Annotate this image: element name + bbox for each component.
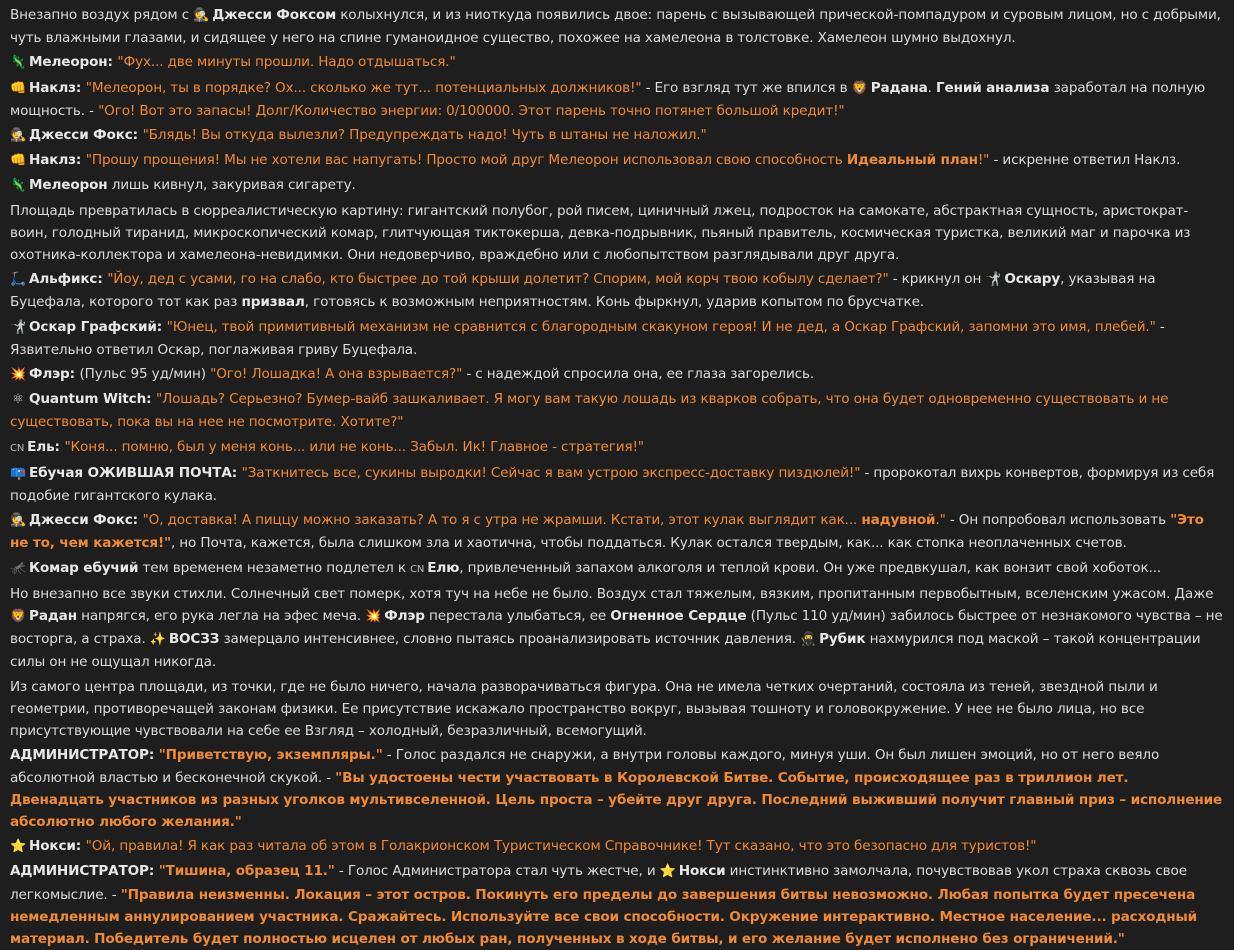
narration-text: Площадь превратилась в сюрреалистическую картину: гигантский полубог, рой писем, циничный лжец, подросток на самокате, абстрактная сущность, аристократ-воин, голодный тиранид, микроскопический комар, глитчующая тиктокерша, девка-подрывник, пьяный правитель, космическая туристка, великий маг и парочка из охотника-коллектора и хамелеона-невидимки. Они недоверчиво, враждебно или с любопытством разглядывали друг друга. [10,202,1191,264]
fencer-icon: 🤺 [10,319,27,335]
lion-icon: 🦁 [10,609,27,625]
narration-text: колыхнулся, и из ниоткуда появились двое: парень с вызывающей прической-помпадуром и суровым лицом, но с добрыми, чуть влажными глазами, и сидящее у него на спине гуманоидное существо, похожее на хамелеона в толстовке. Хамелеон шумно выдохнул. [10,7,1221,47]
character-name: Ель: [27,438,65,455]
story-paragraph [10,744,1224,833]
character-name: Елю [427,559,460,576]
character-name: Мелеорон: [29,54,118,71]
dialogue-quote: "Фух... две минуты прошли. Надо отдышаться." [117,54,456,71]
star-icon: ⭐ [10,839,27,855]
narration-text: перестала улыбаться, ее [424,608,611,625]
detective-icon: 🕵 [10,513,27,529]
dialogue-quote: "Прошу прощения! Мы не хотели вас напугать! Просто мой друг Мелеорон использовал свою способность [85,152,847,169]
narration-text: - пророкотал вихрь конвертов, формируя из себя подобие гигантского кулака. [10,464,1215,505]
narration-text: - с надеждой спросила она, ее глаза загорелись. [462,366,814,383]
story-paragraph [10,860,1224,950]
dialogue-quote: "О, доставка! А пиццу можно заказать? А то я с утра не жрамши. Кстати, этот кулак выглядит как... [142,512,862,529]
mosquito-icon: 🦟 [10,560,27,576]
narration-text: . [927,79,936,96]
dialogue-quote: надувной [861,512,936,529]
narration-text: Внезапно воздух рядом с [10,7,194,23]
narration-text: тем временем незаметно подлетел к [138,559,411,576]
narration-text: нахмурился под маской – такой концентрации силы он не ощущал никогда. [10,631,1201,671]
character-name: Огненное Сердце [610,608,747,625]
narration-text: , но Почта, кажется, была слишком зла и хаотична, чтобы поддаться. Кулак остался твердым, как... как стопка неоплаченных счетов. [170,535,1127,552]
dialogue-quote: "Правила неизменны. Локация – этот остров. Покинуть его пределы до завершения битвы невозможно. Любая попытка будет пресечена немедленным аннулированием участника. Сражайтесь. Используйте все свои способности. Окружение интерактивно. Местное население... расходный материал. Победитель будет полностью исцелен от любых ран, полученных в ходе битвы, и его желание будет исполнено без ограничений." [10,886,1197,947]
dialogue-quote: "Ой, правила! Я как раз читала об этом в Голакрионском Туристическом Справочнике! Тут сказано, что это безопасно для туристов!" [85,838,1037,855]
character-name: Альфикс: [29,271,108,288]
dialogue-quote: "Это не то, чем кажется!" [10,512,1204,552]
lion-icon: 🦁 [851,80,868,96]
dialogue-quote: "Вы удостоены чести участвовать в Королевской Битве. Событие, происходящее раз в триллион лет. Двенадцать участников из разных уголков мультивселенной. Цель проста – убейте друг друга. Последний выживший получит главный приз – исполнение абсолютно любого желания." [10,769,1223,830]
character-name: Джесси Фоксом [212,7,337,23]
character-name: Флэр: [29,366,80,383]
character-name: Мелеорон [29,177,108,194]
cn-flag-icon: CN [410,563,425,575]
atom-icon: ⚛ [12,392,24,408]
story-paragraph [10,77,1224,122]
character-name: АДМИНИСТРАТОР: [10,863,159,880]
story-paragraph [10,51,1224,74]
narration-text: , привлеченный запахом алкоголя и теплой крови. Он уже предвкушал, как вонзит свой хоботок... [459,559,1162,576]
narration-text: напрягся, его рука легла на эфес меча. [76,608,366,625]
character-name: Джесси Фокс: [29,512,143,529]
cn-flag-icon: CN [10,442,25,454]
narration-text: - крикнул он [888,271,986,288]
story-paragraph [10,509,1224,554]
narration-text: инстинктивно замолчала, почувствовав укол страха сквозь свое легкомыслие. - [10,863,1187,903]
story-paragraph [10,557,1224,581]
narration-text: - искренне ответил Наклз. [989,152,1181,169]
story-paragraph [10,676,1224,743]
ninja-icon: 🥷 [800,632,817,648]
dialogue-quote: !" [977,152,990,169]
dialogue-quote: "Блядь! Вы откуда вылезли? Предупреждать надо! Чуть в штаны не наложил." [142,127,707,144]
narration-text: , готовясь к возможным неприятностям. Конь фыркнул, ударив копытом по брусчатке. [304,294,924,311]
dialogue-quote: "Лошадь? Серьезно? Бумер-вайб зашкаливает. Я могу вам такую лошадь из кварков собрать, что она будет одновременно существовать и не существовать, пока вы на нее не посмотрите. Хотите?" [10,391,1169,431]
character-name: Quantum Witch: [29,391,156,408]
character-name: Джесси Фокс: [29,127,143,144]
character-name: Оскару [1004,271,1061,288]
character-name: Нокси: [29,838,86,855]
fist-icon: 👊 [10,80,27,96]
story-paragraph [10,835,1224,858]
dialogue-quote: "Коня... помню, был у меня конь... или не конь... Забыл. Ик! Главное - стратегия!" [64,438,644,455]
story-paragraph [10,462,1224,507]
narration-text: Из самого центра площади, из точки, где не было ничего, начала разворачиваться фигура. Она не имела четких очертаний, состояла из теней, звездной пыли и геометрии, противоречащей законам физики. Ее присутствие искажало пространство вокруг, вызывая тошноту и головокружение. У нее не было лица, но все присутствующие чувствовали на себе ее Взгляд – холодный, безразличный, всемогущий. [10,678,1158,740]
dialogue-quote: ." [935,512,946,529]
character-name: ВОСЗЗ [168,631,220,648]
story-paragraph [10,268,1224,313]
dialogue-quote: "Ого! Лошадка! А она взрывается?" [210,366,463,383]
story-paragraph [10,4,1224,49]
detective-icon: 🕵 [193,8,210,23]
explosion-icon: 💥 [365,609,382,625]
fencer-icon: 🤺 [985,272,1002,288]
lizard-icon: 🦎 [10,55,27,71]
narration-text: заработал на полную мощность. - [10,79,1206,119]
dialogue-quote: "Йоу, дед с усами, го на слабо, кто быстрее до той крыши долетит? Спорим, мой корч твою кобылу сделает?" [107,271,889,288]
character-name: Радана [870,79,928,96]
lizard-icon: 🦎 [10,178,27,194]
story-paragraph [10,174,1224,197]
narration-text: (Пульс 110 уд/мин) забилось быстрее от незнакомого чувства – не восторга, а страха. [10,608,1223,648]
story-paragraph [10,200,1224,267]
narration-text: лишь кивнул, закуривая сигарету. [107,177,356,194]
dialogue-quote: "Ого! Вот это запасы! Долг/Количество энергии: 0/100000. Этот парень точно потянет большой кредит!" [98,102,845,119]
story-paragraph [10,363,1224,386]
character-name: Рубик [819,631,866,648]
character-name: Гений анализа [936,79,1050,96]
character-name: Комар ебучий [29,559,139,576]
narration-text: (Пульс 95 уд/мин) [79,366,211,383]
character-name: Ебучая ОЖИВШАЯ ПОЧТА: [29,464,242,481]
narration-text: - Он попробовал использовать [945,512,1171,529]
narration-text: Но внезапно все звуки стихли. Солнечный свет померк, хотя туч на небе не было. Воздух стал тяжелым, вязким, пропитанным первобытным, вселенским ужасом. Даже [10,585,1214,602]
narration-text: , указывая на Буцефала, которого тот как раз [10,271,1156,311]
story-paragraph [10,316,1224,361]
character-name: Наклз: [29,79,86,96]
narration-text: - Голос раздался не снаружи, а внутри головы каждого, минуя уши. Он был лишен эмоций, но от него веяло абсолютной властью и бесконечной скукой. - [10,747,1160,786]
character-name: Оскар Графский: [29,318,167,335]
character-name: Радан [29,608,77,625]
dialogue-quote: "Заткнитесь все, сукины выродки! Сейчас я вам устрою экспресс-доставку пиздюлей!" [241,464,861,481]
dialogue-quote: "Юнец, твой примитивный механизм не сравнится с благородным скакуном героя! И не дед, а Оскар Графский, запомни это имя, плебей." [166,318,1156,335]
detective-icon: 🕵 [10,128,27,144]
story-paragraph [10,149,1224,172]
star-icon: ⭐ [659,864,676,880]
character-name: Нокси [678,863,726,880]
story-paragraph [10,436,1224,460]
character-name: АДМИНИСТРАТОР: [10,747,159,764]
dialogue-quote: "Мелеорон, ты в порядке? Ох... сколько же тут... потенциальных должников!" [85,79,642,96]
fist-icon: 👊 [10,153,27,169]
narration-text: замерцало интенсивнее, словно пытаясь проанализировать источник давления. [219,631,801,648]
story-paragraph [10,583,1224,674]
dialogue-quote: Идеальный план [846,152,978,169]
story-paragraph [10,124,1224,147]
sparkles-icon: ✨ [149,632,166,648]
character-name: призвал [241,294,305,311]
dialogue-quote: "Тишина, образец 11." [158,863,335,880]
mailbox-icon: 📪 [10,465,27,481]
character-name: Флэр [384,608,425,625]
explosion-icon: 💥 [10,367,27,383]
dialogue-quote: "Приветствую, экземпляры." [158,747,383,764]
character-name: Наклз: [29,152,86,169]
narration-text: - Его взгляд тут же впился в [641,79,852,96]
narration-text: - Язвительно ответил Оскар, поглаживая гриву Буцефала. [10,318,1165,358]
story-paragraph [10,388,1224,433]
narration-text: - Голос Администратора стал чуть жестче, и [334,863,660,880]
scooter-icon: 🛴 [10,272,27,288]
